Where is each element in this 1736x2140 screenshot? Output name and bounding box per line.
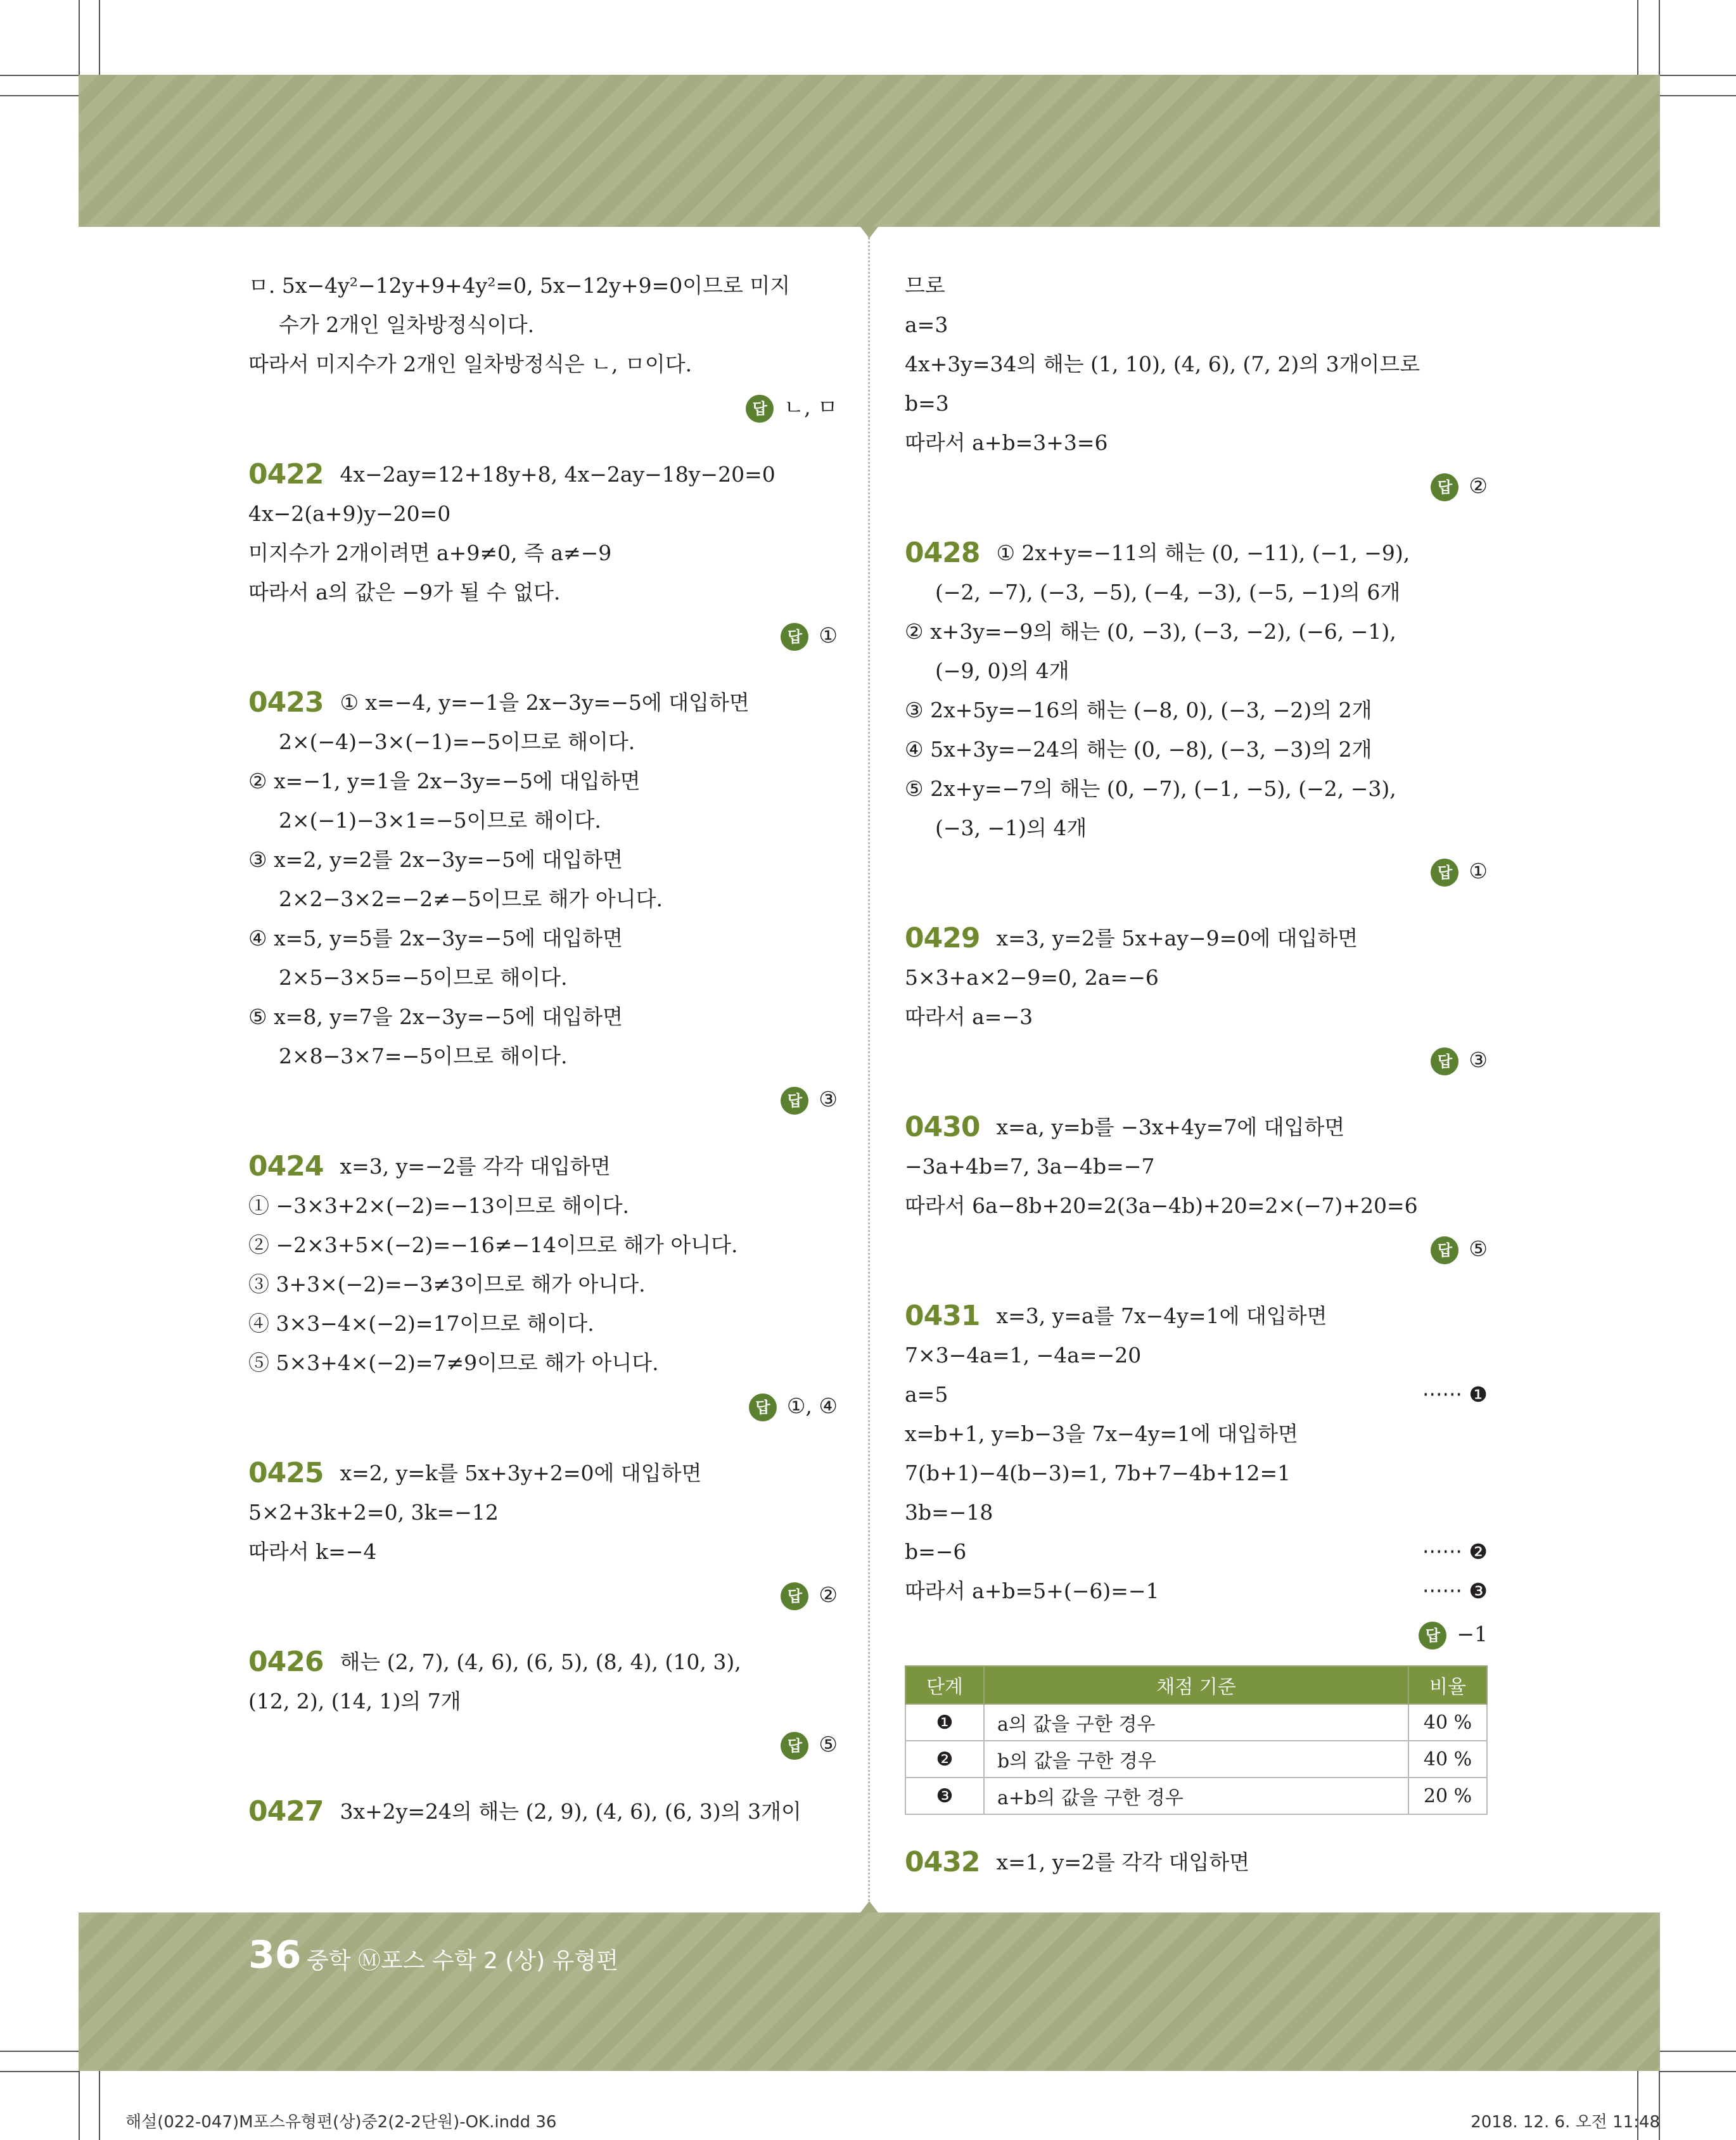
answer-value: −1: [1457, 1622, 1488, 1646]
answer-line: [905, 1229, 1488, 1269]
solution-line: x=3, y=−2를 각각 대입하면: [340, 1154, 611, 1179]
answer-line: [905, 1041, 1488, 1080]
answer-value: ①: [819, 623, 838, 648]
table-header: 비율: [1408, 1666, 1487, 1704]
answer-line: [248, 1575, 838, 1615]
solution-line: ⑤ 2x+y=−7의 해는 (0, −7), (−1, −5), (−2, −3),: [905, 776, 1396, 801]
problem-number: 0429: [905, 922, 980, 954]
solution-line: 7×3−4a=1, −4a=−20: [905, 1343, 1142, 1368]
solution-line: (−2, −7), (−3, −5), (−4, −3), (−5, −1)의 6개: [935, 580, 1401, 605]
intro-line: 수가 2개인 일차방정식이다.: [279, 312, 535, 337]
answer-value: ②: [819, 1582, 838, 1607]
solution-line: ② −2×3+5×(−2)=−16≠−14이므로 해가 아니다.: [248, 1233, 738, 1257]
crop-mark: [1659, 0, 1660, 75]
step-marker: ······ ❷: [1422, 1539, 1488, 1564]
answer-value: ⑤: [1469, 1236, 1488, 1261]
solution-line: 므로: [905, 273, 945, 298]
solution-line: ① 2x+y=−11의 해는 (0, −11), (−1, −9),: [996, 541, 1410, 565]
table-header-row: [905, 1666, 1487, 1704]
problem-number: 0423: [248, 686, 324, 719]
solution-line: x=1, y=2를 각각 대입하면: [996, 1850, 1250, 1874]
solution-line: ② x=−1, y=1을 2x−3y=−5에 대입하면: [248, 769, 641, 793]
answer-badge: 답: [1419, 1622, 1446, 1650]
problem-number: 0432: [905, 1846, 980, 1878]
solution-line: b=−6: [905, 1539, 967, 1564]
solution-line: 4x−2ay=12+18y+8, 4x−2ay−18y−20=0: [340, 462, 775, 487]
solution-line: x=3, y=a를 7x−4y=1에 대입하면: [996, 1304, 1327, 1328]
solution-line: x=a, y=b를 −3x+4y=7에 대입하면: [996, 1115, 1345, 1139]
answer-line: [248, 388, 838, 427]
problem-number: 0426: [248, 1646, 324, 1678]
solution-line: b=3: [905, 391, 949, 416]
problem-0424: [248, 1147, 838, 1426]
table-cell: 20 %: [1408, 1778, 1487, 1814]
problem-0432: [905, 1843, 1488, 1882]
solution-line: 2×(−1)−3×1=−5이므로 해이다.: [279, 808, 601, 833]
solution-line: 따라서 a=−3: [905, 1004, 1033, 1029]
solution-line: 7(b+1)−4(b−3)=1, 7b+7−4b+12=1: [905, 1461, 1291, 1485]
table-cell: ❶: [905, 1704, 984, 1741]
intro-block: [248, 266, 838, 427]
crop-mark: [0, 2071, 79, 2072]
answer-value: ③: [1469, 1048, 1488, 1072]
problem-number: 0424: [248, 1150, 324, 1182]
solution-line: ① x=−4, y=−1을 2x−3y=−5에 대입하면: [340, 690, 750, 715]
solution-line: ⑤ 5×3+4×(−2)=7≠9이므로 해가 아니다.: [248, 1350, 659, 1375]
solution-line: 2×(−4)−3×(−1)=−5이므로 해이다.: [279, 729, 635, 754]
crop-mark: [79, 0, 80, 75]
table-cell: ❷: [905, 1741, 984, 1778]
problem-0430: [905, 1108, 1488, 1269]
solution-line: x=2, y=k를 5x+3y+2=0에 대입하면: [340, 1461, 702, 1485]
answer-badge: 답: [746, 395, 774, 423]
top-notch: [860, 227, 878, 238]
answer-value: ②: [1469, 473, 1488, 498]
answer-line: [905, 1615, 1488, 1654]
problem-number: 0427: [248, 1795, 324, 1828]
solution-line: 5×2+3k+2=0, 3k=−12: [248, 1500, 499, 1525]
crop-mark: [0, 2051, 79, 2052]
footer-band: [79, 1913, 1660, 2071]
scoring-table: [905, 1665, 1488, 1815]
solution-line: ③ x=2, y=2를 2x−3y=−5에 대입하면: [248, 847, 623, 872]
crop-mark: [0, 75, 79, 76]
solution-line: (12, 2), (14, 1)의 7개: [248, 1689, 461, 1714]
crop-mark: [1660, 95, 1736, 96]
problem-0428: [905, 534, 1488, 891]
crop-mark: [1660, 2051, 1736, 2052]
problem-0422: [248, 455, 838, 655]
answer-badge: 답: [1431, 1048, 1458, 1075]
solution-line: 4x+3y=34의 해는 (1, 10), (4, 6), (7, 2)의 3개이므로: [905, 352, 1420, 376]
answer-badge: 답: [781, 1582, 808, 1610]
answer-badge: 답: [749, 1394, 777, 1421]
header-band: [79, 75, 1660, 227]
table-header: 채점 기준: [984, 1666, 1408, 1704]
solution-line: ④ 5x+3y=−24의 해는 (0, −8), (−3, −3)의 2개: [905, 737, 1372, 762]
solution-line: 5×3+a×2−9=0, 2a=−6: [905, 965, 1159, 990]
table-cell: 40 %: [1408, 1704, 1487, 1741]
table-cell: b의 값을 구한 경우: [984, 1741, 1408, 1778]
column-divider: [868, 227, 870, 1913]
answer-line: [248, 1080, 838, 1119]
crop-mark: [99, 0, 100, 75]
table-cell: a+b의 값을 구한 경우: [984, 1778, 1408, 1814]
solution-line: x=b+1, y=b−3을 7x−4y=1에 대입하면: [905, 1421, 1298, 1446]
solution-line: 2×8−3×7=−5이므로 해이다.: [279, 1044, 568, 1068]
crop-mark: [99, 2071, 100, 2140]
problem-0429: [905, 919, 1488, 1080]
answer-line: [248, 1387, 838, 1426]
table-row: [905, 1778, 1487, 1814]
table-cell: 40 %: [1408, 1741, 1487, 1778]
problem-number: 0428: [905, 537, 980, 569]
problem-0427: [248, 1792, 838, 1831]
table-row: [905, 1704, 1487, 1741]
answer-badge: 답: [1431, 859, 1458, 887]
solution-line: (−3, −1)의 4개: [935, 816, 1087, 840]
solution-line: 미지수가 2개이려면 a+9≠0, 즉 a≠−9: [248, 541, 612, 565]
solution-line: ③ 2x+5y=−16의 해는 (−8, 0), (−3, −2)의 2개: [905, 698, 1372, 722]
answer-badge: 답: [781, 1087, 808, 1115]
answer-badge: 답: [1431, 473, 1458, 501]
solution-line: ③ 3+3×(−2)=−3≠3이므로 해가 아니다.: [248, 1272, 646, 1297]
problem-number: 0430: [905, 1111, 980, 1143]
crop-mark: [1660, 2071, 1736, 2072]
step-marker: ······ ❶: [1422, 1382, 1488, 1407]
solution-line: 2×2−3×2=−2≠−5이므로 해가 아니다.: [279, 887, 663, 911]
intro-line: 따라서 미지수가 2개인 일차방정식은 ㄴ, ㅁ이다.: [248, 352, 692, 376]
answer-value: ①: [1469, 859, 1488, 883]
solution-line: 해는 (2, 7), (4, 6), (6, 5), (8, 4), (10, 3),: [340, 1650, 741, 1674]
table-row: [905, 1741, 1487, 1778]
problem-0431: [905, 1297, 1488, 1815]
right-column: [905, 266, 1488, 1882]
continuation-block: [905, 266, 1488, 506]
problem-0426: [248, 1643, 838, 1764]
solution-line: a=5: [905, 1382, 948, 1407]
solution-line: −3a+4b=7, 3a−4b=−7: [905, 1154, 1155, 1179]
problem-0423: [248, 683, 838, 1119]
solution-line: 따라서 a+b=3+3=6: [905, 430, 1108, 455]
answer-badge: 답: [781, 1732, 808, 1760]
table-cell: ❸: [905, 1778, 984, 1814]
solution-line: (−9, 0)의 4개: [935, 658, 1069, 683]
solution-line: 4x−2(a+9)y−20=0: [248, 501, 451, 526]
answer-line: [905, 466, 1488, 506]
crop-mark: [79, 2071, 80, 2140]
answer-line: [905, 852, 1488, 891]
solution-line: a=3: [905, 312, 948, 337]
answer-value: ①, ④: [786, 1394, 838, 1418]
step-marker: ······ ❸: [1422, 1579, 1488, 1603]
answer-value: ㄴ, ㅁ: [784, 395, 838, 420]
solution-line: 3b=−18: [905, 1500, 993, 1525]
table-header: 단계: [905, 1666, 984, 1704]
solution-line: x=3, y=2를 5x+ay−9=0에 대입하면: [996, 926, 1358, 951]
solution-line: 따라서 a의 값은 −9가 될 수 없다.: [248, 580, 561, 605]
solution-line: ② x+3y=−9의 해는 (0, −3), (−3, −2), (−6, −1),: [905, 619, 1396, 644]
answer-value: ③: [819, 1087, 838, 1112]
answer-line: [248, 1725, 838, 1764]
problem-number: 0422: [248, 458, 324, 490]
page-number: 36: [248, 1933, 302, 1977]
answer-badge: 답: [1431, 1236, 1458, 1264]
solution-line: ④ x=5, y=5를 2x−3y=−5에 대입하면: [248, 926, 623, 951]
problem-0425: [248, 1454, 838, 1615]
bottom-notch: [860, 1901, 878, 1913]
crop-mark: [0, 95, 79, 96]
crop-mark: [1660, 75, 1736, 76]
file-slug: 해설(022-047)M포스유형편(상)중2(2-2단원)-OK.indd 36: [125, 2113, 557, 2132]
solution-line: 따라서 a+b=5+(−6)=−1: [905, 1579, 1159, 1603]
solution-line: 따라서 k=−4: [248, 1539, 377, 1564]
table-cell: a의 값을 구한 경우: [984, 1704, 1408, 1741]
solution-line: ⑤ x=8, y=7을 2x−3y=−5에 대입하면: [248, 1004, 623, 1029]
answer-value: ⑤: [819, 1732, 838, 1757]
answer-badge: 답: [781, 623, 808, 651]
solution-line: ① −3×3+2×(−2)=−13이므로 해이다.: [248, 1193, 630, 1218]
solution-line: 2×5−3×5=−5이므로 해이다.: [279, 965, 568, 990]
left-column: [248, 266, 838, 1831]
crop-mark: [1637, 0, 1638, 75]
book-title: 중학 Ⓜ포스 수학 2 (상) 유형편: [307, 1948, 618, 1974]
answer-line: [248, 616, 838, 655]
problem-number: 0425: [248, 1457, 324, 1489]
intro-line: ㅁ. 5x−4y²−12y+9+4y²=0, 5x−12y+9=0이므로 미지: [248, 273, 791, 298]
solution-line: 3x+2y=24의 해는 (2, 9), (4, 6), (6, 3)의 3개이: [340, 1799, 801, 1824]
problem-number: 0431: [905, 1300, 980, 1332]
date-slug: 2018. 12. 6. 오전 11:48: [1471, 2113, 1660, 2132]
solution-line: 따라서 6a−8b+20=2(3a−4b)+20=2×(−7)+20=6: [905, 1193, 1418, 1218]
solution-line: ④ 3×3−4×(−2)=17이므로 해이다.: [248, 1311, 594, 1336]
